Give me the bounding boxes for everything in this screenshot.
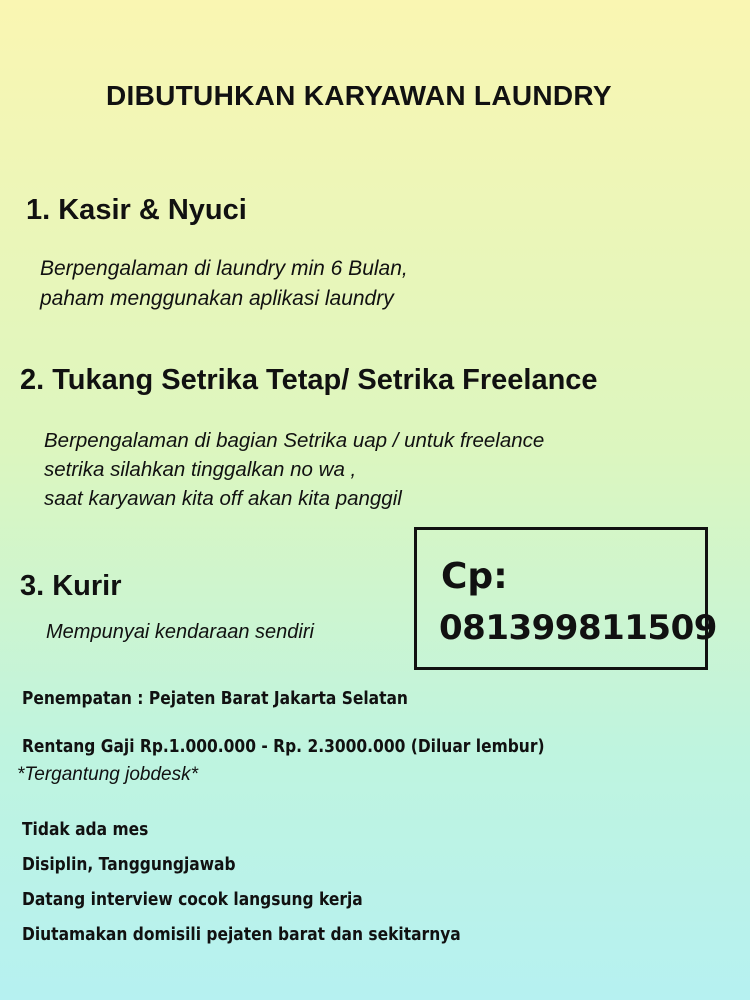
contact-phone: 081399811509 xyxy=(439,608,717,648)
job-description-setrika xyxy=(44,426,544,513)
requirement-item: Tidak ada mes xyxy=(22,819,149,840)
requirement-item: Disiplin, Tanggungjawab xyxy=(22,854,236,875)
job-description-kasir xyxy=(40,254,408,314)
job-heading-setrika: 2. Tukang Setrika Tetap/ Setrika Freelance xyxy=(20,364,598,396)
contact-box xyxy=(414,527,717,670)
placement-text: Penempatan : Pejaten Barat Jakarta Selatan xyxy=(22,688,408,709)
description-line: paham menggunakan aplikasi laundry xyxy=(40,287,394,310)
job-description-kurir xyxy=(46,617,314,647)
description-line: Berpengalaman di bagian Setrika uap / untuk freelance xyxy=(44,429,545,452)
poster-title: DIBUTUHKAN KARYAWAN LAUNDRY xyxy=(106,80,612,111)
job-heading-kurir: 3. Kurir xyxy=(20,570,122,602)
description-line: Mempunyai kendaraan sendiri xyxy=(46,621,314,643)
salary-note: *Tergantung jobdesk* xyxy=(17,764,198,785)
contact-label: Cp: xyxy=(441,556,508,597)
requirements-list xyxy=(22,812,532,952)
requirement-item: Diutamakan domisili pejaten barat dan sekitarnya xyxy=(22,924,461,945)
requirement-item: Datang interview cocok langsung kerja xyxy=(22,889,363,910)
salary-text: Rentang Gaji Rp.1.000.000 - Rp. 2.3000.000 (Diluar lembur) xyxy=(22,736,545,757)
description-line: setrika silahkan tinggalkan no wa , xyxy=(44,458,357,481)
description-line: saat karyawan kita off akan kita panggil xyxy=(44,487,402,510)
description-line: Berpengalaman di laundry min 6 Bulan, xyxy=(40,257,408,280)
job-heading-kasir: 1. Kasir & Nyuci xyxy=(26,194,247,226)
